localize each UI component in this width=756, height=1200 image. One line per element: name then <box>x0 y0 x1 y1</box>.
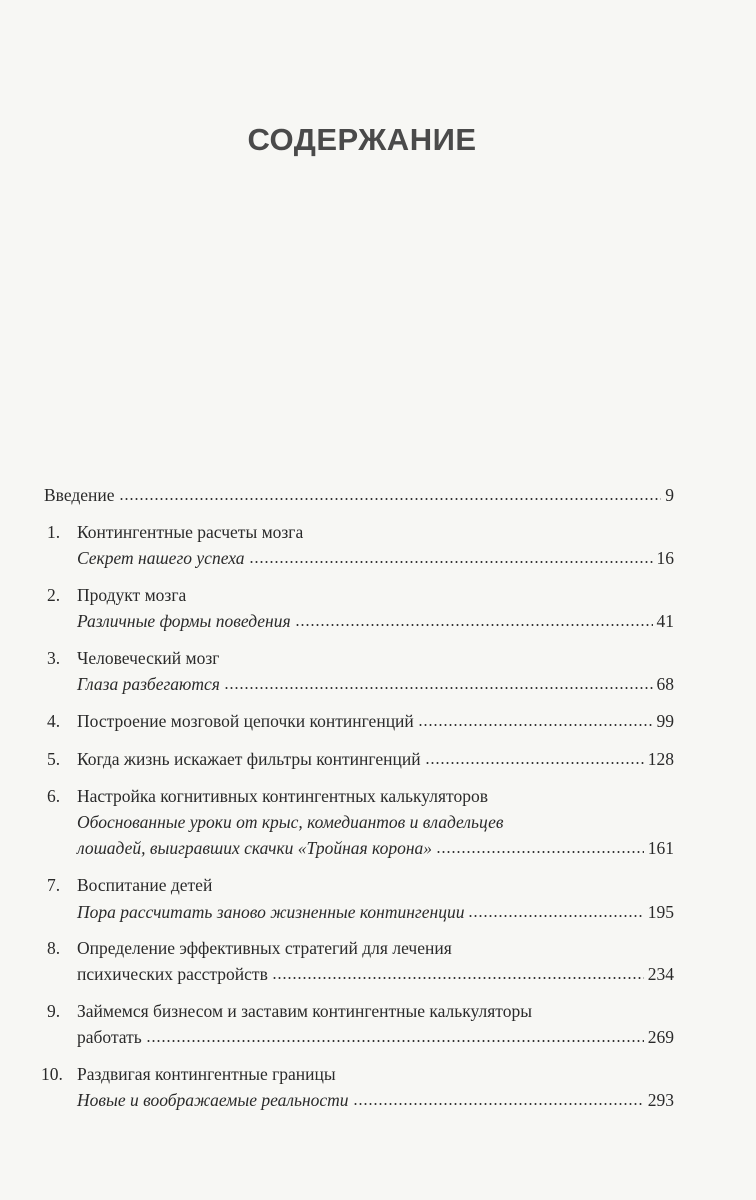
toc-chapter-title[interactable] <box>47 937 674 959</box>
chapter-number: 6. <box>47 786 61 806</box>
toc-page-number: 269 <box>647 1027 674 1047</box>
toc-chapter-title[interactable] <box>47 710 674 732</box>
dot-leader <box>436 850 644 854</box>
toc-entry-intro[interactable] <box>44 484 674 506</box>
toc-chapter-subtitle[interactable] <box>77 547 674 569</box>
toc-chapter-title[interactable] <box>47 647 674 669</box>
toc-chapter-subtitle[interactable] <box>77 837 674 859</box>
toc-chapter-subtitle[interactable] <box>77 610 674 632</box>
dot-leader <box>468 914 643 918</box>
chapter-subtitle: Различные формы поведения <box>77 611 291 631</box>
chapter-number: 4. <box>47 711 61 731</box>
chapter-subtitle: лошадей, выигравших скачки «Тройная корона» <box>77 838 432 858</box>
chapter-number: 9. <box>47 1001 61 1021</box>
chapter-subtitle: Обоснованные уроки от крыс, комедиантов и владельцев <box>77 812 504 832</box>
toc-chapter-title[interactable] <box>47 874 674 896</box>
chapter-number: 8. <box>47 938 61 958</box>
toc-chapter-title[interactable] <box>47 521 674 543</box>
chapter-title: Определение эффективных стратегий для лечения <box>77 938 452 958</box>
toc-chapter-title-cont[interactable] <box>77 1026 674 1048</box>
chapter-subtitle: Глаза разбегаются <box>77 674 220 694</box>
chapter-title: психических расстройств <box>77 964 268 984</box>
toc-chapter-subtitle[interactable] <box>77 811 674 833</box>
chapter-subtitle: Секрет нашего успеха <box>77 548 245 568</box>
toc-page-number: 195 <box>647 902 674 922</box>
dot-leader <box>249 560 653 564</box>
chapter-subtitle: Новые и воображаемые реальности <box>77 1090 349 1110</box>
toc-page-number: 41 <box>656 611 674 631</box>
chapter-title: Займемся бизнесом и заставим контингентные калькуляторы <box>77 1001 532 1021</box>
dot-leader <box>146 1039 644 1043</box>
toc-chapter-title[interactable] <box>47 748 674 770</box>
dot-leader <box>418 723 653 727</box>
chapter-title: Человеческий мозг <box>77 648 220 668</box>
chapter-title: Продукт мозга <box>77 585 187 605</box>
toc-page-number: 68 <box>656 674 674 694</box>
toc-page-number: 128 <box>647 749 674 769</box>
dot-leader <box>295 623 653 627</box>
toc-page-number: 99 <box>656 711 674 731</box>
chapter-number: 10. <box>41 1064 63 1084</box>
toc-page-number: 161 <box>647 838 674 858</box>
page-title: СОДЕРЖАНИЕ <box>247 122 477 157</box>
toc-chapter-title[interactable] <box>41 1063 674 1085</box>
toc-page-number: 293 <box>647 1090 674 1110</box>
toc-chapter-subtitle[interactable] <box>77 673 674 695</box>
toc-page-number: 234 <box>647 964 674 984</box>
toc-entry-label: Введение <box>44 485 115 505</box>
dot-leader <box>119 497 662 501</box>
chapter-subtitle: Пора рассчитать заново жизненные контингенции <box>77 902 465 922</box>
toc-chapter-title-cont[interactable] <box>77 963 674 985</box>
chapter-title: Настройка когнитивных контингентных калькуляторов <box>77 786 488 806</box>
chapter-title: Раздвигая контингентные границы <box>77 1064 336 1084</box>
chapter-number: 5. <box>47 749 61 769</box>
toc-chapter-subtitle[interactable] <box>77 901 674 923</box>
dot-leader <box>224 686 653 690</box>
dot-leader <box>353 1102 644 1106</box>
toc-chapter-subtitle[interactable] <box>77 1089 674 1111</box>
chapter-number: 2. <box>47 585 61 605</box>
chapter-number: 3. <box>47 648 61 668</box>
chapter-number: 1. <box>47 522 61 542</box>
chapter-title: Построение мозговой цепочки контингенций <box>77 711 414 731</box>
chapter-title: работать <box>77 1027 142 1047</box>
toc-page-number: 16 <box>656 548 674 568</box>
toc-page-number: 9 <box>665 485 674 505</box>
chapter-title: Когда жизнь искажает фильтры контингенций <box>77 749 421 769</box>
toc-chapter-title[interactable] <box>47 584 674 606</box>
toc-chapter-title[interactable] <box>47 785 674 807</box>
dot-leader <box>425 761 644 765</box>
dot-leader <box>272 976 644 980</box>
chapter-title: Контингентные расчеты мозга <box>77 522 304 542</box>
chapter-number: 7. <box>47 875 61 895</box>
toc-chapter-title[interactable] <box>47 1000 674 1022</box>
chapter-title: Воспитание детей <box>77 875 213 895</box>
